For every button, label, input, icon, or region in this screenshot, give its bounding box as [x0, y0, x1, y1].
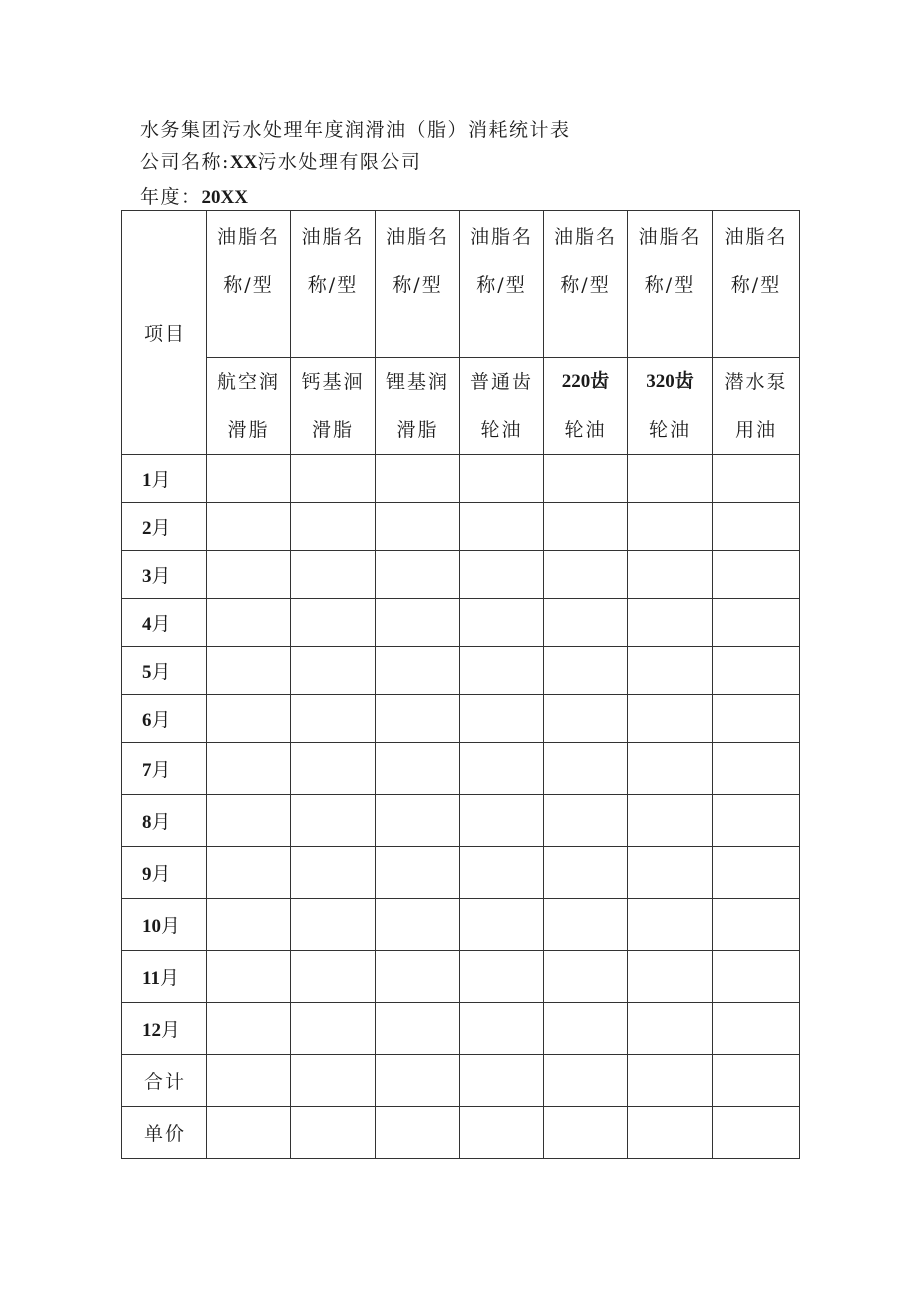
table-row — [122, 951, 800, 1003]
data-cell[interactable] — [713, 551, 800, 599]
column-name-cell: 潜水泵 用油 — [713, 358, 800, 455]
data-cell[interactable] — [544, 647, 628, 695]
data-cell[interactable] — [713, 455, 800, 503]
data-cell[interactable] — [291, 695, 376, 743]
data-cell[interactable] — [376, 1055, 460, 1107]
data-cell[interactable] — [460, 1055, 544, 1107]
month-label: 4月 — [122, 599, 207, 647]
data-cell[interactable] — [628, 1055, 713, 1107]
data-cell[interactable] — [544, 599, 628, 647]
data-cell[interactable] — [291, 1107, 376, 1159]
data-cell[interactable] — [207, 1055, 291, 1107]
data-cell[interactable] — [460, 599, 544, 647]
data-cell[interactable] — [376, 847, 460, 899]
data-cell[interactable] — [544, 503, 628, 551]
document-title: 水务集团污水处理年度润滑油（脂）消耗统计表 — [140, 119, 571, 141]
item-header-cell: 项目 — [122, 211, 207, 455]
data-cell[interactable] — [207, 1003, 291, 1055]
data-cell[interactable] — [207, 503, 291, 551]
data-cell[interactable] — [376, 1107, 460, 1159]
data-cell[interactable] — [628, 599, 713, 647]
table-row — [122, 551, 800, 599]
data-cell[interactable] — [628, 951, 713, 1003]
data-cell[interactable] — [376, 743, 460, 795]
data-cell[interactable] — [207, 743, 291, 795]
lubricant-consumption-table — [121, 210, 800, 1159]
month-label: 3月 — [122, 551, 207, 599]
data-cell[interactable] — [460, 1003, 544, 1055]
table-row — [122, 455, 800, 503]
data-cell[interactable] — [207, 647, 291, 695]
data-cell[interactable] — [713, 503, 800, 551]
data-cell[interactable] — [207, 951, 291, 1003]
data-cell[interactable] — [376, 455, 460, 503]
data-cell[interactable] — [544, 551, 628, 599]
data-cell[interactable] — [207, 455, 291, 503]
data-cell[interactable] — [628, 455, 713, 503]
data-cell[interactable] — [713, 599, 800, 647]
data-cell[interactable] — [291, 551, 376, 599]
data-cell[interactable] — [207, 599, 291, 647]
data-cell[interactable] — [291, 647, 376, 695]
column-name-cell: 航空润 滑脂 — [207, 358, 291, 455]
data-cell[interactable] — [207, 551, 291, 599]
data-cell[interactable] — [628, 899, 713, 951]
table-row — [122, 599, 800, 647]
data-cell[interactable] — [460, 455, 544, 503]
column-type-header: 油脂名 称/型 — [376, 211, 460, 358]
data-cell[interactable] — [628, 1107, 713, 1159]
table-row — [122, 695, 800, 743]
column-type-header: 油脂名 称/型 — [207, 211, 291, 358]
data-cell[interactable] — [291, 951, 376, 1003]
total-row — [122, 1055, 800, 1107]
column-type-header: 油脂名 称/型 — [628, 211, 713, 358]
month-label: 2月 — [122, 503, 207, 551]
data-cell[interactable] — [291, 899, 376, 951]
header-row-type — [122, 211, 800, 358]
data-cell[interactable] — [376, 1003, 460, 1055]
table-row — [122, 1003, 800, 1055]
unit-price-row — [122, 1107, 800, 1159]
month-label: 11月 — [122, 951, 207, 1003]
data-cell[interactable] — [207, 847, 291, 899]
data-cell[interactable] — [291, 743, 376, 795]
data-cell[interactable] — [544, 899, 628, 951]
data-cell[interactable] — [544, 795, 628, 847]
table-row — [122, 899, 800, 951]
data-cell[interactable] — [460, 503, 544, 551]
data-cell[interactable] — [376, 551, 460, 599]
month-label: 7月 — [122, 743, 207, 795]
table-row — [122, 743, 800, 795]
data-cell[interactable] — [460, 1107, 544, 1159]
column-type-header: 油脂名 称/型 — [713, 211, 800, 358]
month-label: 5月 — [122, 647, 207, 695]
data-cell[interactable] — [713, 743, 800, 795]
month-label: 12月 — [122, 1003, 207, 1055]
column-name-cell: 锂基润 滑脂 — [376, 358, 460, 455]
data-cell[interactable] — [713, 1055, 800, 1107]
data-cell[interactable] — [713, 1107, 800, 1159]
data-cell[interactable] — [460, 551, 544, 599]
data-cell[interactable] — [713, 1003, 800, 1055]
data-cell[interactable] — [291, 599, 376, 647]
data-cell[interactable] — [460, 647, 544, 695]
data-cell[interactable] — [291, 847, 376, 899]
table-row — [122, 503, 800, 551]
column-name-cell: 钙基洄 滑脂 — [291, 358, 376, 455]
data-cell[interactable] — [207, 899, 291, 951]
data-cell[interactable] — [291, 1055, 376, 1107]
data-cell[interactable] — [544, 695, 628, 743]
data-cell[interactable] — [544, 1055, 628, 1107]
year-label: 年度： — [140, 186, 202, 208]
company-label: 公司名称: — [140, 151, 230, 173]
data-cell[interactable] — [291, 503, 376, 551]
data-cell[interactable] — [544, 847, 628, 899]
data-cell[interactable] — [544, 1107, 628, 1159]
data-cell[interactable] — [291, 795, 376, 847]
data-cell[interactable] — [376, 795, 460, 847]
company-code: XX — [229, 152, 258, 173]
data-cell[interactable] — [207, 695, 291, 743]
data-cell[interactable] — [628, 647, 713, 695]
data-cell[interactable] — [713, 899, 800, 951]
column-type-header: 油脂名 称/型 — [544, 211, 628, 358]
data-cell[interactable] — [291, 455, 376, 503]
column-type-header: 油脂名 称/型 — [460, 211, 544, 358]
company-name-line — [140, 147, 421, 174]
data-cell[interactable] — [291, 1003, 376, 1055]
data-cell[interactable] — [207, 1107, 291, 1159]
data-cell[interactable] — [460, 695, 544, 743]
data-cell[interactable] — [460, 743, 544, 795]
data-cell[interactable] — [713, 695, 800, 743]
data-cell[interactable] — [376, 647, 460, 695]
data-cell[interactable] — [460, 951, 544, 1003]
column-type-header: 油脂名 称/型 — [291, 211, 376, 358]
data-cell[interactable] — [628, 743, 713, 795]
table-row — [122, 647, 800, 695]
data-cell[interactable] — [460, 795, 544, 847]
data-cell[interactable] — [376, 951, 460, 1003]
data-cell[interactable] — [460, 899, 544, 951]
month-label: 6月 — [122, 695, 207, 743]
table-row — [122, 795, 800, 847]
year-value: 20XX — [201, 187, 248, 208]
month-label: 10月 — [122, 899, 207, 951]
data-cell[interactable] — [544, 951, 628, 1003]
data-cell[interactable] — [460, 847, 544, 899]
data-cell[interactable] — [628, 503, 713, 551]
data-cell[interactable] — [713, 647, 800, 695]
data-cell[interactable] — [628, 551, 713, 599]
total-label: 合计 — [122, 1055, 207, 1107]
data-cell[interactable] — [544, 1003, 628, 1055]
year-line — [140, 182, 248, 209]
data-cell[interactable] — [376, 503, 460, 551]
data-cell[interactable] — [713, 951, 800, 1003]
header-row-names — [122, 358, 800, 455]
month-label: 1月 — [122, 455, 207, 503]
month-label: 8月 — [122, 795, 207, 847]
unit-price-label: 单价 — [122, 1107, 207, 1159]
data-cell[interactable] — [628, 1003, 713, 1055]
data-cell[interactable] — [544, 743, 628, 795]
data-cell[interactable] — [207, 795, 291, 847]
data-cell[interactable] — [628, 795, 713, 847]
column-name-cell: 320齿 轮油 — [628, 358, 713, 455]
data-cell[interactable] — [713, 795, 800, 847]
data-cell[interactable] — [376, 695, 460, 743]
data-cell[interactable] — [376, 899, 460, 951]
data-cell[interactable] — [544, 455, 628, 503]
table-row — [122, 847, 800, 899]
data-cell[interactable] — [376, 599, 460, 647]
data-cell[interactable] — [628, 847, 713, 899]
data-cell[interactable] — [713, 847, 800, 899]
column-name-cell: 普通齿 轮油 — [460, 358, 544, 455]
column-name-cell: 220齿 轮油 — [544, 358, 628, 455]
data-cell[interactable] — [628, 695, 713, 743]
month-label: 9月 — [122, 847, 207, 899]
company-name: 污水处理有限公司 — [257, 151, 422, 173]
